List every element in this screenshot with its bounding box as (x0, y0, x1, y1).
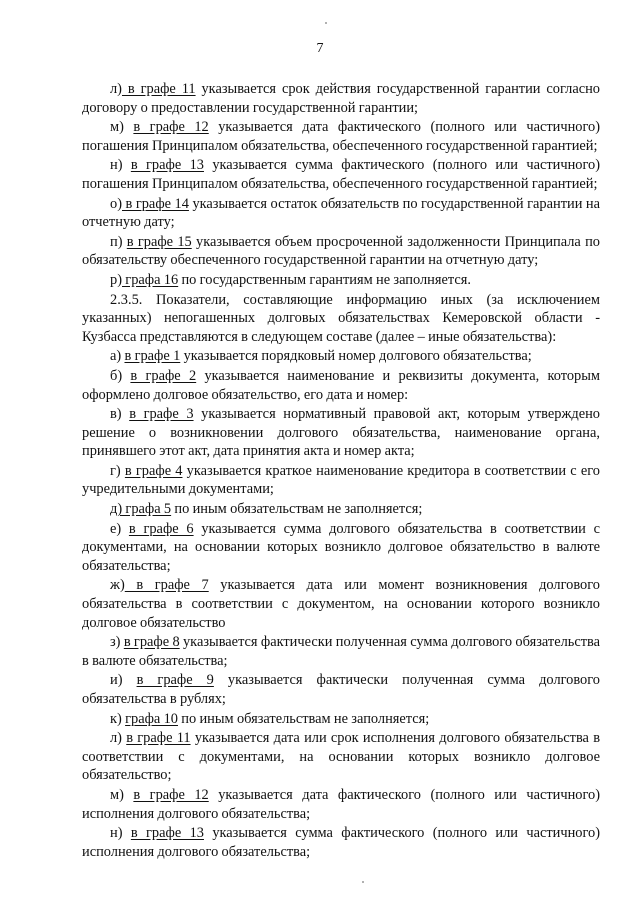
paragraph (82, 520, 600, 576)
paragraph-text: указывается фактически полученная сумма долгового обязательства в рублях; (82, 672, 600, 707)
paragraph-text: указывается порядковый номер долгового обязательства; (180, 348, 532, 365)
paragraph-marker: а) (110, 348, 125, 365)
paragraph-text: по государственным гарантиям не заполняется. (178, 271, 471, 288)
paragraph (82, 347, 600, 366)
column-reference: в графе 8 (123, 634, 180, 651)
column-reference: в графе 7 (124, 577, 209, 594)
paragraph-marker: м) (110, 786, 134, 803)
paragraph (82, 710, 600, 729)
column-reference: графа 10 (125, 710, 178, 727)
paragraph-text: по иным обязательствам не заполняется; (171, 501, 423, 518)
paragraph-text: по иным обязательствам не заполняется; (177, 710, 430, 727)
paragraph-text: 2.3.5. Показатели, составляющие информацию иных (за исключением указанных) непогашенных долговых обязательствах Кемеровской области - Кузбасса представляются в следующем составе (далее – иные обязательства): (82, 291, 600, 345)
paragraph-marker: м) (110, 119, 134, 136)
paragraph-marker: о) (110, 195, 122, 212)
column-reference: в графе 15 (126, 233, 192, 250)
paragraph-text: указывается остаток обязательств по государственной гарантии на отчетную дату; (82, 195, 600, 231)
paragraph-marker: р) (110, 271, 122, 288)
paragraph (82, 233, 600, 270)
paragraph-text: указывается сумма фактического (полного или частичного) исполнения долгового обязательства; (82, 825, 601, 860)
paragraph-marker: н) (110, 825, 131, 842)
column-reference: в графе 6 (128, 520, 194, 537)
paragraph-marker: л) (110, 730, 127, 747)
column-reference: графа 16 (122, 271, 179, 288)
paragraph (82, 462, 600, 499)
column-reference: в графе 12 (133, 119, 209, 136)
paragraph-marker: к) (110, 710, 126, 727)
column-reference: в графе 13 (130, 825, 204, 842)
paragraph (82, 118, 600, 155)
paragraph-text: указывается сумма долгового обязательства в соответствии с документами, на основании которых возникло долговое обязательство в валюте обязательства; (82, 520, 600, 574)
paragraph-marker: з) (110, 634, 124, 651)
paragraph-text: указывается нормативный правовой акт, которым утверждено решение о возникновении долгового обязательства, наименование органа, принявшего этот акт, дата принятия акта и номер акта; (82, 406, 600, 460)
paragraph-text: указывается дата или момент возникновения долгового обязательства в соответствии с документом, на основании которого возникло долговое обязательство (82, 577, 600, 631)
paragraph-text: указывается срок действия государственной гарантии согласно договору о предоставлении государственной гарантии; (82, 81, 601, 116)
paragraph-text: указывается фактически полученная сумма долгового обязательства в валюте обязательства; (82, 634, 600, 669)
paragraph (82, 786, 600, 823)
paragraph-text: указывается дата или срок исполнения долгового обязательства в соответствии с документами, на основании которых возникло долговое обязательство; (82, 730, 600, 784)
paragraph (82, 633, 600, 670)
paragraph-marker: и) (110, 672, 137, 689)
column-reference: в графе 13 (130, 157, 204, 174)
paragraph (82, 500, 600, 519)
paragraph-marker: в) (110, 406, 130, 423)
paragraph-text: указывается дата фактического (полного или частичного) исполнения долгового обязательства; (82, 786, 600, 822)
paragraph (82, 271, 600, 290)
paragraph (82, 671, 600, 708)
paragraph (82, 824, 600, 861)
column-reference: в графе 2 (130, 367, 197, 384)
paragraph (82, 291, 600, 347)
paragraph-marker: е) (110, 520, 129, 537)
column-reference: в графе 14 (122, 195, 189, 212)
column-reference: в графе 3 (129, 406, 194, 423)
paragraph (82, 576, 600, 632)
scan-speck (362, 881, 364, 883)
paragraph (82, 156, 600, 193)
paragraph (82, 195, 600, 232)
column-reference: в графе 11 (126, 730, 191, 747)
paragraph (82, 367, 600, 404)
column-reference: д) графа 5 (110, 501, 172, 518)
column-reference: в графе 1 (124, 348, 181, 365)
column-reference: в графе 9 (136, 672, 214, 689)
paragraph-text: указывается дата фактического (полного или частичного) погашения Принципалом обязательства, обеспеченного государственной гарантией; (82, 119, 600, 154)
paragraph-text: указывается сумма фактического (полного или частичного) погашения Принципалом обязательства, обеспеченного государственной гарантией; (82, 157, 601, 192)
paragraph-text: указывается наименование и реквизиты документа, которым оформлено долговое обязательство, его дата и номер: (82, 367, 600, 403)
scan-speck (325, 22, 327, 24)
page-number: 7 (316, 41, 324, 56)
column-reference: в графе 11 (121, 81, 196, 97)
paragraph (82, 729, 600, 785)
column-reference: в графе 12 (133, 786, 209, 803)
column-reference: в графе 4 (124, 462, 183, 479)
paragraph-marker: г) (110, 462, 125, 479)
document-body (82, 80, 600, 862)
paragraph-marker: н) (110, 157, 131, 174)
paragraph-marker: б) (110, 367, 131, 384)
paragraph-marker: л) (110, 81, 122, 97)
paragraph-marker: ж) (110, 577, 125, 594)
paragraph-text: указывается объем просроченной задолженности Принципала по обязательству обеспеченного государственной гарантии на отчетную дату; (82, 233, 600, 269)
paragraph (82, 80, 600, 117)
paragraph-text: указывается краткое наименование кредитора в соответствии с его учредительными документами; (82, 462, 600, 498)
paragraph-marker: п) (110, 233, 127, 250)
paragraph (82, 405, 600, 461)
